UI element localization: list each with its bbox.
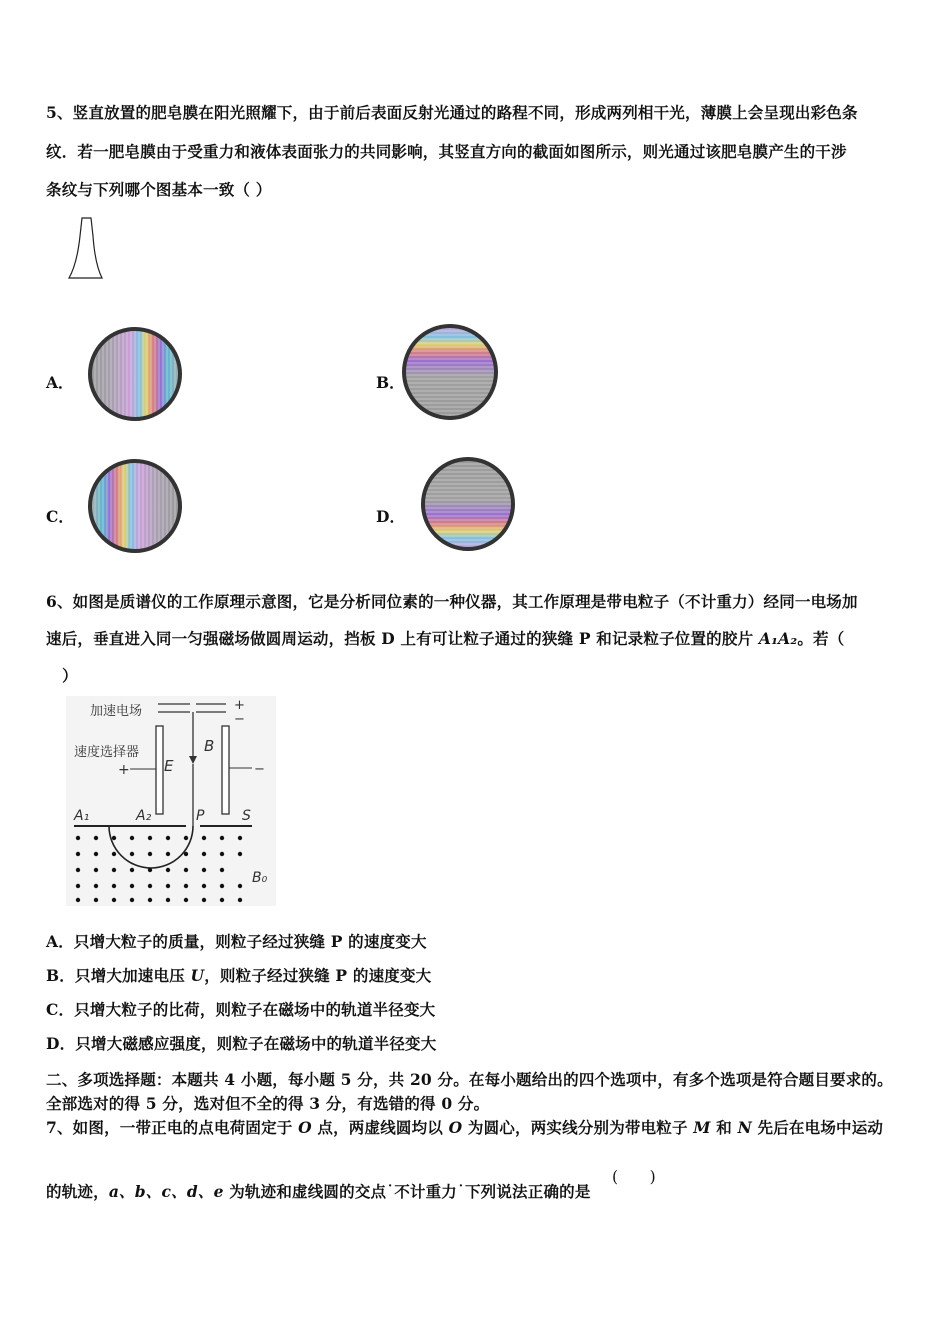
q6-text-line3: ） [62,666,78,685]
svg-text:B₀: B₀ [252,870,268,886]
soap-film-cross-section-figure [64,214,108,282]
svg-text:−: − [254,762,265,777]
q6-line2-end: 。若（ [797,629,845,648]
q6-line2-text: 速后，垂直进入同一匀强磁场做圆周运动，挡板 D 上有可让粒子通过的狭缝 P 和记录粒子位置的胶片 [46,629,759,648]
svg-text:+: + [234,698,245,713]
q7-line1-part: 为圆心，两实线分别为带电粒子 [462,1118,694,1137]
q6-option-b-end: ，则粒子经过狭缝 P 的速度变大 [204,966,432,985]
film-variable: A₁A₂ [758,629,798,648]
q6-text-line2 [46,627,844,649]
q6-text-line1: 6、如图是质谱仪的工作原理示意图，它是分析同位素的一种仪器，其工作原理是带电粒子（不计重力）经同一电场加 [46,592,858,611]
q5-text-line2: 纹．若一肥皂膜由于受重力和液体表面张力的共同影响，其竖直方向的截面如图所示，则光通过该肥皂膜产生的干涉 [46,142,847,161]
mass-spectrometer-diagram [66,696,276,906]
q6-option-c[interactable]: C．只增大粒子的比荷，则粒子在磁场中的轨道半径变大 [46,1000,436,1019]
point-o: O [448,1118,463,1137]
q5-option-b-label[interactable]: B． [376,373,405,392]
q7-line1-part: 和 [710,1118,738,1137]
svg-text:B: B [204,737,215,755]
q7-answer-paren: ( ) [612,1168,656,1186]
svg-text:P: P [196,808,205,824]
q6-option-a[interactable]: A．只增大粒子的质量，则粒子经过狭缝 P 的速度变大 [46,932,427,951]
q7-line2-part: 的轨迹， [46,1182,109,1201]
intersection-points: a、b、c、d、e [108,1182,224,1201]
particle-m: M [693,1118,711,1137]
q5-option-d-fringe-image[interactable] [418,455,518,553]
q5-text-line1: 5、竖直放置的肥皂膜在阳光照耀下，由于前后表面反射光通过的路程不同，形成两列相干光，薄膜上会呈现出彩色条 [46,103,858,122]
q7-line2-part: 为轨迹和虚线圆的交点˙不计重力˙下列说法正确的是 [223,1182,591,1201]
svg-text:+: + [118,762,130,778]
q5-option-c-fringe-image[interactable] [86,457,186,555]
particle-n: N [737,1118,752,1137]
section2-heading-line1: 二、多项选择题：本题共 4 小题，每小题 5 分，共 20 分。在每小题给出的四个选项中，有多个选项是符合题目要求的。 [46,1070,893,1089]
q6-option-b-text: B．只增大加速电压 [46,966,191,985]
q5-option-d-label[interactable]: D． [376,507,405,526]
svg-text:S: S [242,808,251,824]
q5-option-b-fringe-image[interactable] [400,322,500,422]
label-accelerating-field: 加速电场 [90,704,143,719]
q7-line1-part: 7、如图，一带正电的点电荷固定于 [46,1118,299,1137]
q5-option-a-fringe-image[interactable] [86,325,186,423]
q6-option-b[interactable] [46,964,431,986]
svg-text:A₁: A₁ [74,808,90,824]
voltage-variable: U [190,966,205,985]
q7-line1-part: 先后在电场中运动 [751,1118,884,1137]
q7-line1-part: 点，两虚线圆均以 [311,1118,449,1137]
point-o: O [298,1118,312,1137]
q7-text-line1 [46,1116,883,1138]
svg-text:−: − [234,712,245,727]
label-velocity-selector: 速度选择器 [74,745,140,760]
q6-option-d[interactable]: D．只增大磁感应强度，则粒子在磁场中的轨道半径变大 [46,1034,437,1053]
q5-option-a-label[interactable]: A． [46,373,74,392]
section2-heading-line2: 全部选对的得 5 分，选对但不全的得 3 分，有选错的得 0 分。 [46,1094,490,1113]
q5-text-line3: 条纹与下列哪个图基本一致（ ） [46,180,272,199]
svg-text:E: E [164,757,174,775]
q5-option-c-label[interactable]: C． [46,507,74,526]
q7-text-line2 [46,1180,591,1202]
svg-text:A₂: A₂ [136,808,152,824]
